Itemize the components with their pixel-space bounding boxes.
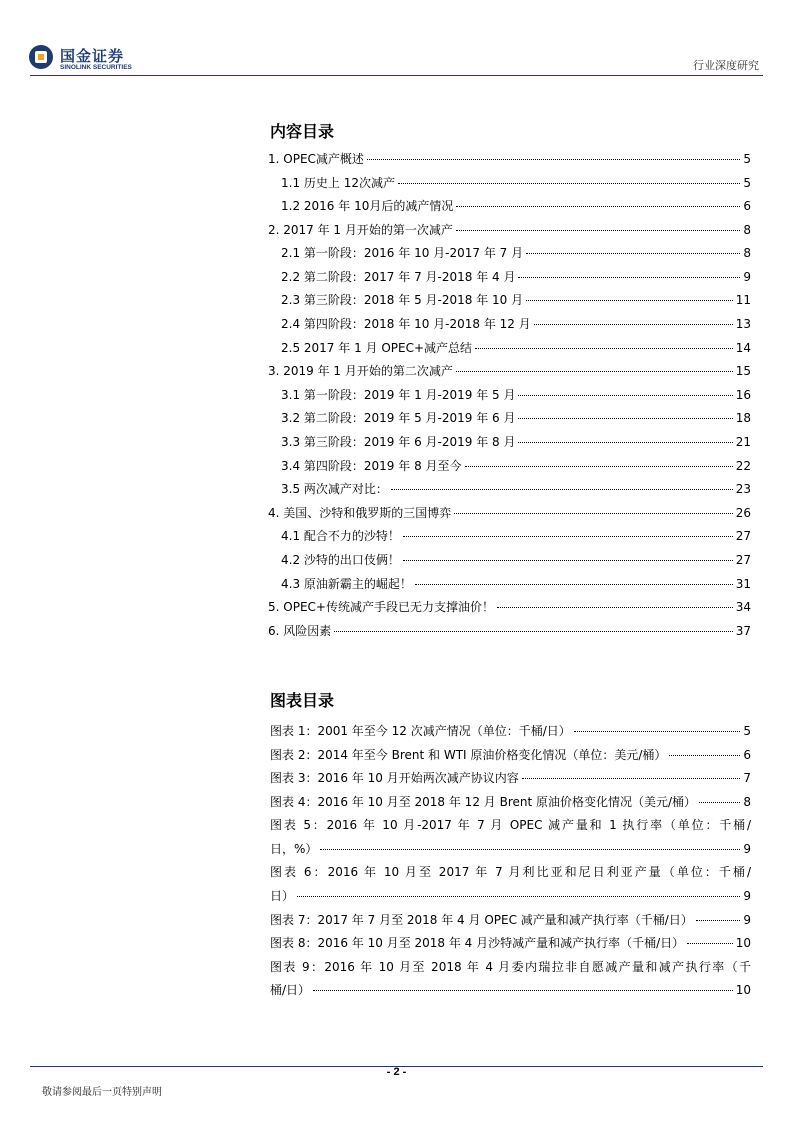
toc-title: 内容目录 (270, 122, 335, 141)
figure-entry[interactable]: 图表 3：2016 年 10 月开始两次减产协议内容 7 (270, 771, 751, 785)
company-logo (28, 44, 148, 74)
logo-english-name: SINOLINK SECURITIES (60, 64, 132, 71)
toc-entry[interactable]: 3. 2019 年 1 月开始的第二次减产 15 (268, 364, 751, 378)
figure-entry[interactable]: 图表 4：2016 年 10 月至 2018 年 12 月 Brent 原油价格变化情况（美元/桶） 8 (270, 795, 751, 809)
toc-entry[interactable]: 3.5 两次减产对比： 23 (281, 482, 751, 496)
toc-entry[interactable]: 3.2 第二阶段：2019 年 5 月-2019 年 6 月 18 (281, 411, 751, 425)
figure-entry-line1[interactable]: 图表 5：2016 年 10 月-2017 年 7 月 OPEC 减产量和 1 执行率（单位：千桶/ (270, 818, 751, 832)
toc-entry[interactable]: 2.4 第四阶段：2018 年 10 月-2018 年 12 月 13 (281, 317, 751, 331)
figure-entry[interactable]: 图表 7：2017 年 7 月至 2018 年 4 月 OPEC 减产量和减产执行率（千桶/日） 9 (270, 913, 751, 927)
toc-entry[interactable]: 1.1 历史上 12次减产 5 (281, 176, 751, 190)
footer-disclaimer: 敬请参阅最后一页特别声明 (42, 1087, 162, 1098)
figure-entry-line2[interactable]: 桶/日） 10 (270, 983, 751, 997)
figure-entry[interactable]: 图表 2：2014 年至今 Brent 和 WTI 原油价格变化情况（单位：美元/桶） 6 (270, 748, 751, 762)
toc-entry[interactable]: 4.2 沙特的出口伎俩！ 27 (281, 553, 751, 567)
toc-entry[interactable]: 3.3 第三阶段：2019 年 6 月-2019 年 8 月 21 (281, 435, 751, 449)
toc-entry[interactable]: 3.4 第四阶段：2019 年 8 月至今 22 (281, 459, 751, 473)
toc-entry[interactable]: 2.5 2017 年 1 月 OPEC+减产总结 14 (281, 341, 751, 355)
figure-entry-line1[interactable]: 图表 6：2016 年 10 月至 2017 年 7 月利比亚和尼日利亚产量（单位：千桶/ (270, 865, 751, 879)
sinolink-logo-icon (28, 44, 54, 70)
figure-entry-line2[interactable]: 日） 9 (270, 889, 751, 903)
toc-entry[interactable]: 2.2 第二阶段：2017 年 7 月-2018 年 4 月 9 (281, 270, 751, 284)
toc-entry[interactable]: 4. 美国、沙特和俄罗斯的三国博弈 26 (268, 506, 751, 520)
figure-entry-line1[interactable]: 图表 9：2016 年 10 月至 2018 年 4 月委内瑞拉非自愿减产量和减产执行率（千 (270, 960, 751, 974)
toc-entry[interactable]: 2. 2017 年 1 月开始的第一次减产 8 (268, 223, 751, 237)
toc-entry[interactable]: 3.1 第一阶段：2019 年 1 月-2019 年 5 月 16 (281, 388, 751, 402)
figure-entry[interactable]: 图表 1：2001 年至今 12 次减产情况（单位：千桶/日） 5 (270, 724, 751, 738)
toc-entry[interactable]: 2.3 第三阶段：2018 年 5 月-2018 年 10 月 11 (281, 293, 751, 307)
page-number: - 2 - (386, 1066, 407, 1078)
header-divider (30, 75, 763, 76)
report-type: 行业深度研究 (693, 59, 759, 72)
toc-entry[interactable]: 4.1 配合不力的沙特！ 27 (281, 529, 751, 543)
page-header (0, 0, 793, 80)
toc-entry[interactable]: 4.3 原油新霸主的崛起！ 31 (281, 577, 751, 591)
toc-entry[interactable]: 6. 风险因素 37 (268, 624, 751, 638)
logo-chinese-name: 国金证券 (60, 48, 125, 65)
toc-entry[interactable]: 5. OPEC+传统减产手段已无力支撑油价！ 34 (268, 600, 751, 614)
figures-title: 图表目录 (270, 691, 335, 710)
toc-entry[interactable]: 2.1 第一阶段：2016 年 10 月-2017 年 7 月 8 (281, 246, 751, 260)
figure-entry[interactable]: 图表 8：2016 年 10 月至 2018 年 4 月沙特减产量和减产执行率（千桶/日） 10 (270, 936, 751, 950)
toc-entry[interactable]: 1. OPEC减产概述 5 (268, 152, 751, 166)
figure-entry-line2[interactable]: 日，%） 9 (270, 842, 751, 856)
toc-entry[interactable]: 1.2 2016 年 10月后的减产情况 6 (281, 199, 751, 213)
